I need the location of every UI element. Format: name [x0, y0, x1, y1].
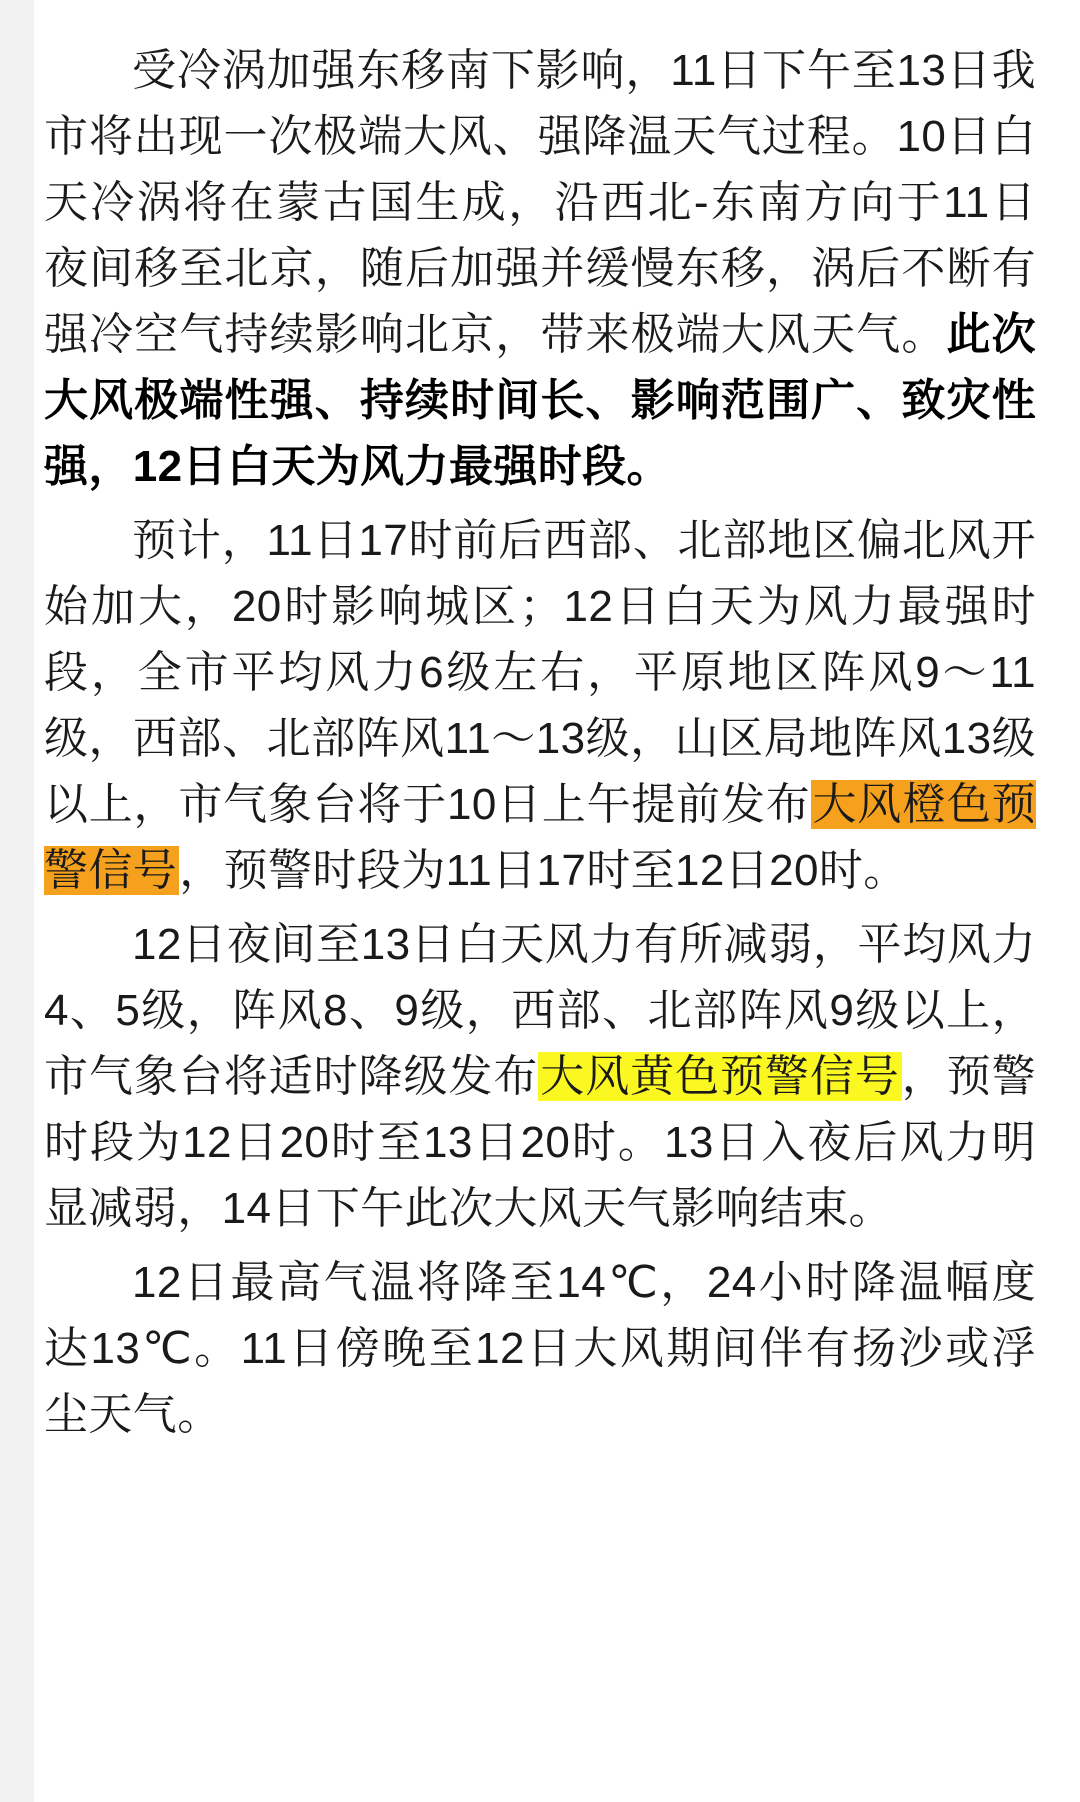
text-run: 12日最高气温将降至14℃，24小时降温幅度达13℃。11日傍晚至12日大风期间伴有扬沙或浮尘天气。 [44, 1258, 1036, 1439]
text-run: 受冷涡加强东移南下影响，11日下午至13日我市将出现一次极端大风、强降温天气过程。10日白天冷涡将在蒙古国生成，沿西北-东南方向于11日夜间移至北京，随后加强并缓慢东移，涡后不断有强冷空气持续影响北京，带来极端大风天气。 [44, 46, 1036, 359]
text-run: 12日夜间至13日白天风力有所减弱，平均风力4、5级，阵风8、9级，西部、北部阵风9级以上，市气象台将适时降级发布 [44, 920, 1036, 1101]
paragraph-2 [44, 508, 1036, 904]
text-run-bold: 此次大风极端性强、持续时间长、影响范围广、致灾性强，12日白天为风力最强时段。 [44, 310, 1036, 491]
page-left-margin-rail [0, 0, 34, 1802]
paragraph-4 [44, 1250, 1036, 1448]
text-run: 预计，11日17时前后西部、北部地区偏北风开始加大，20时影响城区；12日白天为风力最强时段，全市平均风力6级左右，平原地区阵风9～11级，西部、北部阵风11～13级，山区局地阵风13级以上，市气象台将于10日上午提前发布 [44, 516, 1036, 829]
highlight-yellow-warning-signal: 大风黄色预警信号 [540, 1052, 900, 1101]
paragraph-1 [44, 38, 1036, 500]
paragraph-3 [44, 912, 1036, 1242]
article-body [44, 38, 1036, 1448]
text-run: ，预警时段为11日17时至12日20时。 [179, 846, 908, 895]
highlight-orange-warning-signal: 大风橙色预警信号 [44, 780, 1037, 895]
text-run: ，预警时段为12日20时至13日20时。13日入夜后风力明显减弱，14日下午此次大风天气影响结束。 [44, 1052, 1036, 1233]
